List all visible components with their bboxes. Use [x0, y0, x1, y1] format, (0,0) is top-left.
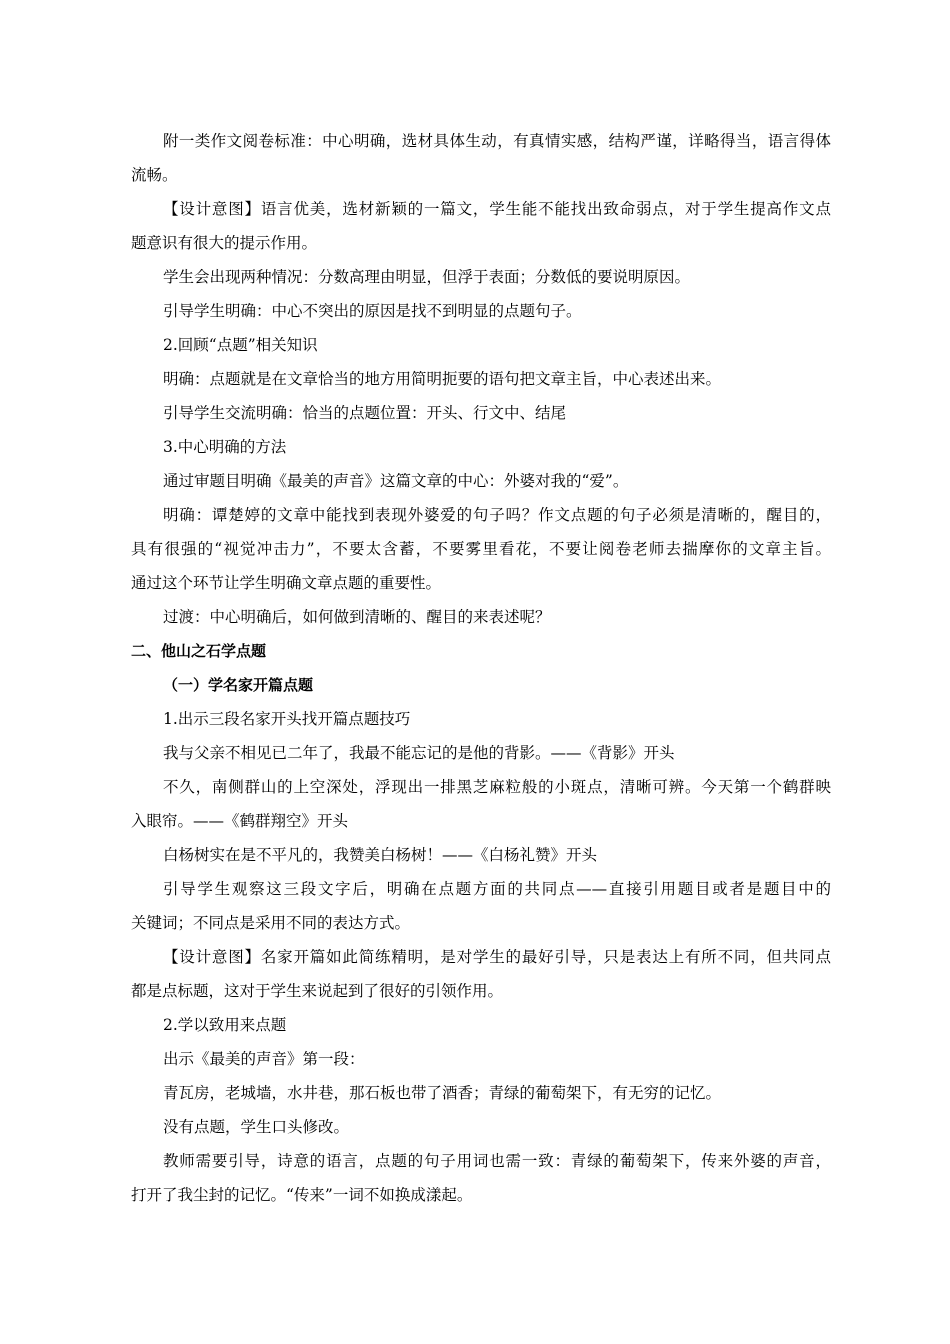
paragraph-line: 2.回顾“点题”相关知识 [163, 336, 318, 354]
paragraph-line: 具有很强的“视觉冲击力”，不要太含蓄，不要雾里看花，不要让阅卷老师去揣摩你的文章主旨。 [131, 540, 831, 558]
paragraph-line: 不久，南侧群山的上空深处，浮现出一排黑芝麻粒般的小斑点，清晰可辨。今天第一个鹤群映 [163, 778, 831, 796]
paragraph-line: 白杨树实在是不平凡的，我赞美白杨树！——《白杨礼赞》开头 [163, 846, 598, 864]
paragraph-line: 没有点题，学生口头修改。 [163, 1118, 350, 1136]
paragraph-line: 我与父亲不相见已二年了，我最不能忘记的是他的背影。——《背影》开头 [163, 744, 675, 762]
paragraph-line: 流畅。 [131, 166, 178, 184]
paragraph-line: 都是点标题，这对于学生来说起到了很好的引领作用。 [131, 982, 504, 1000]
paragraph-line: 2.学以致用来点题 [163, 1016, 287, 1034]
paragraph-line: 附一类作文阅卷标准：中心明确，选材具体生动，有真情实感，结构严谨，详略得当，语言得体 [163, 132, 831, 150]
paragraph-line: 青瓦房，老城墙，水井巷，那石板也带了酒香；青绿的葡萄架下，有无穷的记忆。 [163, 1084, 722, 1102]
paragraph-line: 明确：谭楚婷的文章中能找到表现外婆爱的句子吗？作文点题的句子必须是清晰的，醒目的， [163, 506, 831, 524]
paragraph-line: 题意识有很大的提示作用。 [131, 234, 318, 252]
paragraph-line: 【设计意图】名家开篇如此简练精明，是对学生的最好引导，只是表达上有所不同，但共同点 [163, 948, 831, 966]
paragraph-line: 打开了我尘封的记忆。“传来”一词不如换成漾起。 [131, 1186, 473, 1204]
subsection-heading: （一）学名家开篇点题 [163, 676, 314, 694]
paragraph-line: 3.中心明确的方法 [163, 438, 287, 456]
paragraph-line: 过渡：中心明确后，如何做到清晰的、醒目的来表述呢？ [163, 608, 551, 626]
paragraph-line: 引导学生观察这三段文字后，明确在点题方面的共同点——直接引用题目或者是题目中的 [163, 880, 831, 898]
paragraph-line: 入眼帘。——《鹤群翔空》开头 [131, 812, 349, 830]
paragraph-line: 出示《最美的声音》第一段： [163, 1050, 365, 1068]
document-body [131, 124, 831, 1212]
paragraph-line: 教师需要引导，诗意的语言，点题的句子用词也需一致：青绿的葡萄架下，传来外婆的声音， [163, 1152, 831, 1170]
section-heading: 二、他山之石学点题 [131, 642, 267, 660]
paragraph-line: 通过这个环节让学生明确文章点题的重要性。 [131, 574, 442, 592]
paragraph-line: 学生会出现两种情况：分数高理由明显，但浮于表面；分数低的要说明原因。 [163, 268, 691, 286]
paragraph-line: 引导学生明确：中心不突出的原因是找不到明显的点题句子。 [163, 302, 582, 320]
paragraph-line: 引导学生交流明确：恰当的点题位置：开头、行文中、结尾 [163, 404, 567, 422]
paragraph-line: 关键词；不同点是采用不同的表达方式。 [131, 914, 411, 932]
paragraph-line: 通过审题目明确《最美的声音》这篇文章的中心：外婆对我的“爱”。 [163, 472, 629, 490]
paragraph-line: 1.出示三段名家开头找开篇点题技巧 [163, 710, 411, 728]
paragraph-line: 明确：点题就是在文章恰当的地方用简明扼要的语句把文章主旨，中心表述出来。 [163, 370, 722, 388]
paragraph-line: 【设计意图】语言优美，选材新颖的一篇文，学生能不能找出致命弱点，对于学生提高作文点 [163, 200, 831, 218]
